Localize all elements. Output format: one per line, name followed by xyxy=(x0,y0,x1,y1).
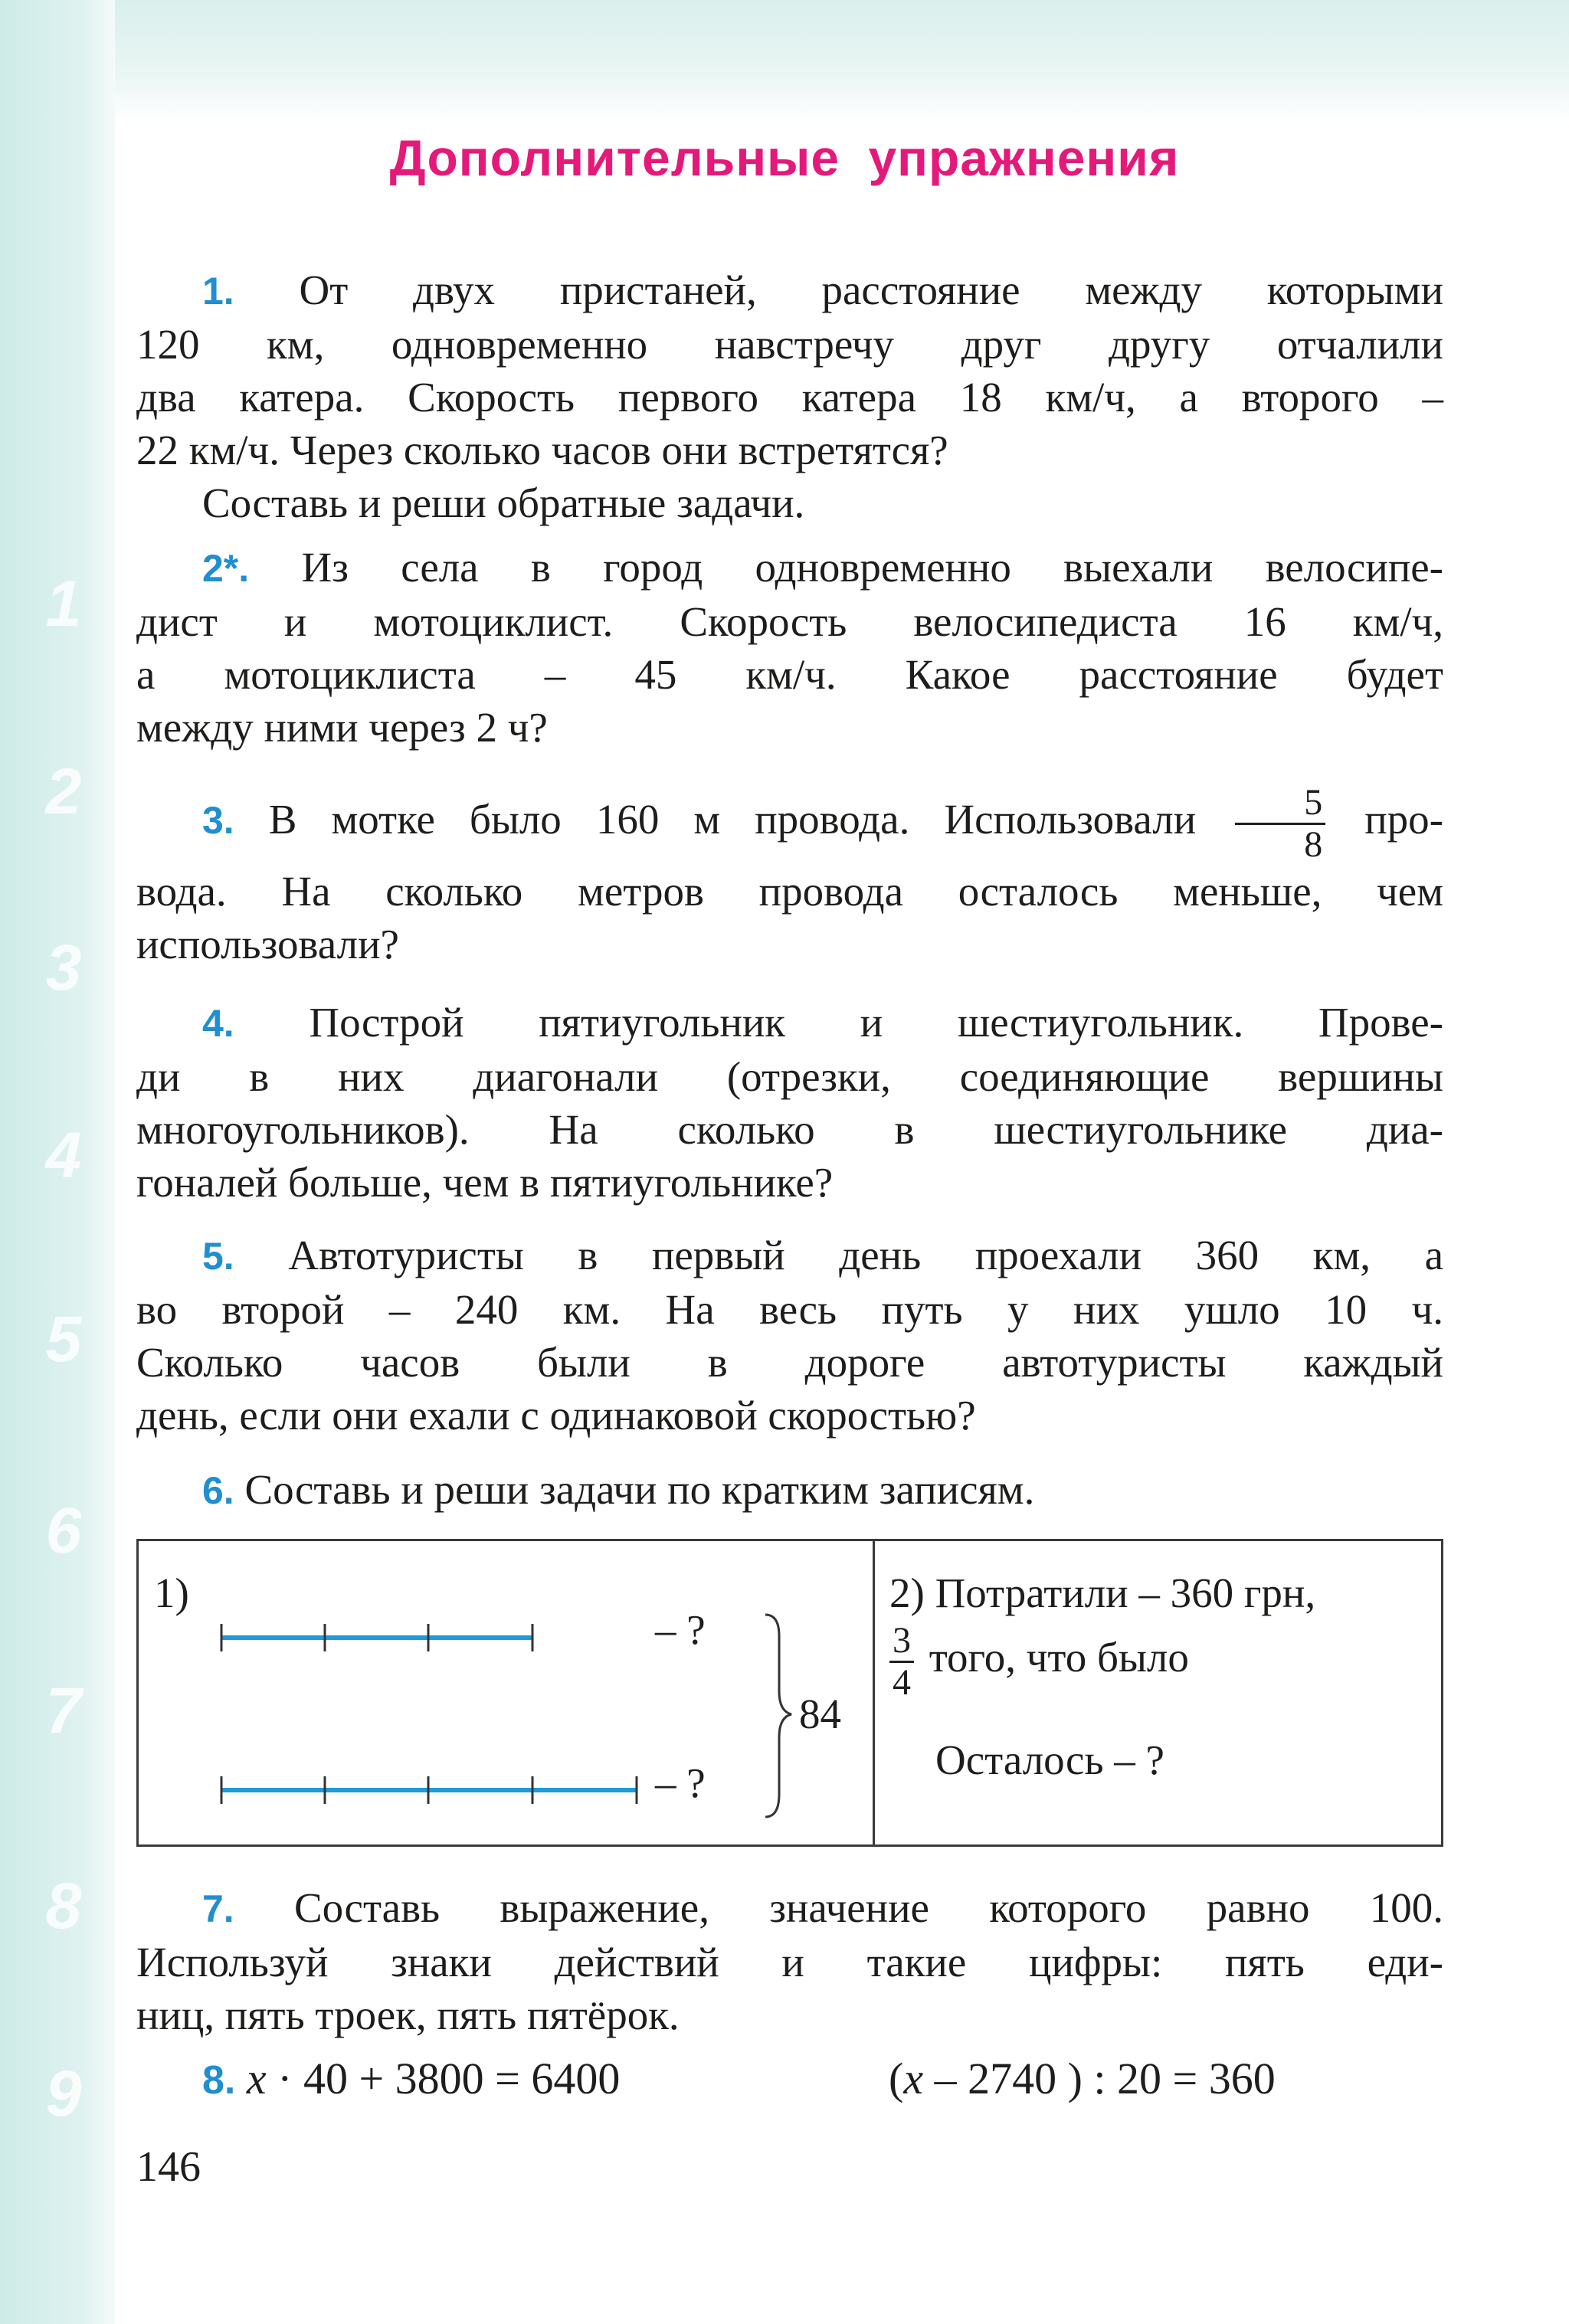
exercise-number: 8. xyxy=(202,2058,236,2103)
exercise-line: 6. Составь и реши задачи по кратким записям. xyxy=(202,1466,1035,1513)
exercise-line: между ними через 2 ч? xyxy=(136,704,548,751)
exercise-6 xyxy=(136,1463,1443,1517)
equation-2: (x – 2740 ) : 20 = 360 xyxy=(889,2054,1276,2103)
exercise-line: Сколько часов были в дороге автотуристы каждый xyxy=(136,1339,1443,1386)
exercise-line: 22 км/ч. Через сколько часов они встретятся? xyxy=(136,427,948,473)
exercise-line: Используй знаки действий и такие цифры: пять еди- xyxy=(136,1939,1443,1985)
exercise-line: день, если они ехали с одинаковой скоростью? xyxy=(136,1392,976,1439)
exercise-2 xyxy=(136,541,1443,754)
exercise-line: дист и мотоциклист. Скорость велосипедиста 16 км/ч, xyxy=(136,598,1443,645)
side-number: 4 xyxy=(45,1119,82,1191)
exercise-number: 7. xyxy=(202,1887,234,1930)
variable-x: x xyxy=(246,2054,267,2103)
exercise-line: 2*. Из села в город одновременно выехали велосипе- xyxy=(202,544,1443,591)
exercise-line: 4. Построй пятиугольник и шестиугольник. Прове- xyxy=(202,999,1444,1046)
exercise-line: 5. Автотуристы в первый день проехали 360 км, а xyxy=(202,1232,1443,1278)
exercise-7 xyxy=(136,1881,1443,2041)
task-2-line-2: $\frac{3}{4}$ того, что было xyxy=(889,1621,1189,1703)
exercise-1 xyxy=(136,263,1443,529)
exercise-3 xyxy=(136,783,1443,971)
exercise-line: ди в них диагонали (отрезки, соединяющие вершины xyxy=(136,1053,1443,1100)
side-number: 1 xyxy=(45,568,82,640)
exercise-subtask: Составь и реши обратные задачи. xyxy=(202,480,805,526)
exercise-line: 7. Составь выражение, значение которого равно 100. xyxy=(202,1884,1443,1931)
short-notes-table xyxy=(136,1539,1443,1847)
exercise-number: 5. xyxy=(202,1235,234,1278)
exercise-4 xyxy=(136,996,1443,1209)
exercise-line: во второй – 240 км. На весь путь у них ушло 10 ч. xyxy=(136,1286,1443,1333)
side-number: 5 xyxy=(45,1303,82,1375)
segment-2 xyxy=(221,1776,637,1804)
exercise-line: ниц, пять троек, пять пятёрок. xyxy=(136,1992,680,2038)
variable-x: x xyxy=(903,2054,924,2103)
fraction: $\frac{3}{4}$ xyxy=(889,1621,914,1703)
task-2-line-1: 2) Потратили – 360 грн, xyxy=(889,1570,1316,1616)
segment-1 xyxy=(221,1624,532,1651)
exercise-line: гоналей больше, чем в пятиугольнике? xyxy=(136,1159,834,1206)
exercise-line: а мотоциклиста – 45 км/ч. Какое расстояние будет xyxy=(136,651,1443,698)
exercise-number: 4. xyxy=(202,1002,234,1045)
fraction: $\frac{5}{8}$ xyxy=(1235,783,1325,865)
side-number: 2 xyxy=(45,755,82,827)
exercise-line: вода. На сколько метров провода осталось меньше, чем xyxy=(136,868,1443,915)
page-number: 146 xyxy=(136,2143,201,2191)
exercise-number: 1. xyxy=(202,270,234,313)
exercise-line: 1. От двух пристаней, расстояние между которыми xyxy=(202,267,1444,313)
side-number: 3 xyxy=(45,931,82,1003)
segment-diagram xyxy=(139,1541,874,1844)
side-color-band xyxy=(0,0,115,2324)
exercise-line: 120 км, одновременно навстречу друг другу отчалили xyxy=(136,321,1443,368)
exercise-5 xyxy=(136,1229,1443,1442)
exercise-line: два катера. Скорость первого катера 18 км/ч, а второго – xyxy=(136,374,1443,421)
exercise-line: 3. В мотке было 160 м провода. Использовали $\frac{5}{8}$ про- xyxy=(202,782,1443,865)
side-number: 9 xyxy=(45,2057,82,2129)
exercise-line: использовали? xyxy=(136,921,399,967)
page-title: Дополнительные упражнения xyxy=(389,129,1180,186)
side-number: 6 xyxy=(45,1494,82,1566)
task-1-label: 1) xyxy=(154,1570,189,1616)
exercise-number: 6. xyxy=(202,1469,234,1512)
side-number: 8 xyxy=(45,1870,82,1942)
question-2: – ? xyxy=(655,1759,706,1806)
side-number: 7 xyxy=(45,1674,82,1746)
curly-brace xyxy=(765,1615,791,1817)
question-1: – ? xyxy=(655,1606,706,1653)
exercise-line: многоугольников). На сколько в шестиугольнике диа- xyxy=(136,1106,1443,1153)
total-value: 84 xyxy=(799,1691,841,1737)
exercise-number: 3. xyxy=(202,799,234,843)
equation-1: 8. x · 40 + 3800 = 6400 xyxy=(202,2054,621,2103)
exercise-number: 2*. xyxy=(202,547,250,590)
top-color-band xyxy=(0,0,1569,123)
task-2-line-3: Осталось – ? xyxy=(935,1736,1164,1783)
